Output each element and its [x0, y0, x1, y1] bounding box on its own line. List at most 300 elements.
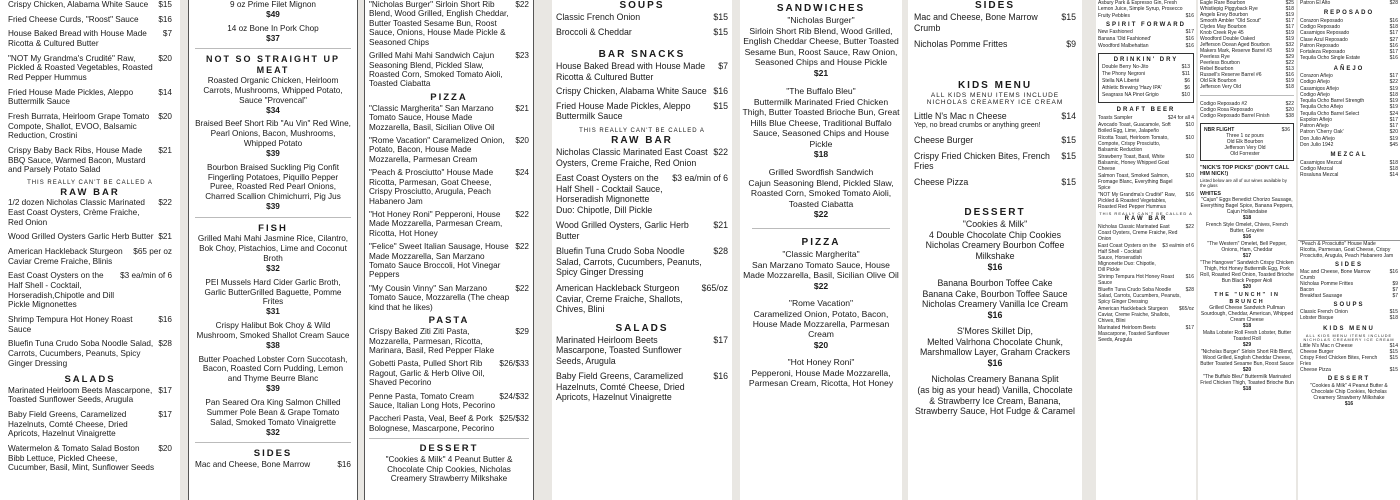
- item-price: $26/$33: [499, 359, 529, 369]
- item-name: Fresh Burrata, Heirloom Grape Tomato Compote, Shallot, EVOO, Balsamic Reduction, Crostini: [8, 112, 150, 141]
- item-name: Bourbon Braised Suckling Pig Confit Fingerling Potatoes, Piquillo Pepper Puree, Roasted Red Pearl Onions, Charred Scallion Chimichurri, Pig Jus: [205, 162, 341, 202]
- menu-item: [1098, 192, 1194, 210]
- item-price: $22: [713, 147, 728, 158]
- item-name: "The Buffalo Bleu": [786, 86, 856, 97]
- beer-title: DRAFT BEER: [1116, 107, 1176, 114]
- item-price: $29: [1242, 341, 1252, 348]
- menu-item: [195, 278, 351, 317]
- item-price: $19: [1285, 36, 1294, 42]
- item-price: $16: [713, 86, 728, 97]
- item-price: $18: [1389, 91, 1398, 98]
- item-price: $17: [158, 385, 172, 395]
- item-price: $27: [1389, 36, 1398, 43]
- item-description: Melted Valrhona Chocolate Chunk, Marshmallow Layer, Graham Crackers: [919, 336, 1071, 358]
- item-name: "Peach & Prosciutto" House Made Ricotta, Parmesan, Goat Cheese, Crispy Prosciutto, Arugula, Peach Habanero Jam: [1300, 241, 1394, 259]
- menu-item: [1200, 305, 1294, 329]
- item-price: $32: [266, 263, 280, 273]
- item-price: $9: [1066, 39, 1076, 50]
- rawbar-kicker: THIS REALLY CAN'T BE CALLED A: [27, 180, 153, 187]
- item-price: $29: [515, 327, 529, 337]
- item-price: $20: [1242, 366, 1252, 373]
- menu-item: [1300, 367, 1398, 373]
- item-name: Codigo Reposado: [1300, 24, 1341, 30]
- item-name: Double Berry No-Jito: [1102, 64, 1149, 71]
- item-price: $15: [1389, 366, 1398, 373]
- menu-item: [369, 0, 529, 47]
- item-price: $15: [1389, 348, 1398, 355]
- item-price: $9: [1392, 281, 1398, 288]
- menu-item: [556, 335, 728, 367]
- item-name: Shrimp Tempura Hot Honey Roast Sauce: [8, 315, 133, 334]
- anejo-title: AÑEJO: [1333, 65, 1365, 72]
- item-price: $18: [1242, 215, 1252, 222]
- reposado-list: [1300, 18, 1398, 62]
- item-name: Cheese Pizza: [1300, 366, 1331, 373]
- item-name: Don Julio Añejo: [1300, 135, 1335, 142]
- menu-item: [195, 355, 351, 394]
- item-price: $22: [813, 280, 829, 291]
- item-name: Rebel Bourbon: [1200, 66, 1234, 72]
- item-name: Mac and Cheese, Bone Marrow Crumb: [1300, 269, 1371, 282]
- item-price: $16: [987, 309, 1003, 320]
- item-price: $16: [337, 459, 351, 469]
- brunch2-list: [1200, 305, 1294, 392]
- item-price: $10: [1181, 92, 1190, 99]
- item-name: Athletic Brewing 'Hazy IPA': [1102, 85, 1162, 92]
- menu-item: [8, 88, 172, 107]
- dessert-title: DESSERT: [1327, 375, 1371, 382]
- item-price: $13: [1181, 64, 1190, 71]
- menu-item: [8, 247, 172, 266]
- item-price: $29: [1285, 54, 1294, 60]
- item-price: $32: [266, 427, 280, 437]
- item-price: $38: [266, 340, 280, 350]
- soups-title: SOUPS: [1333, 302, 1365, 309]
- item-price: $21: [515, 103, 529, 113]
- menu-item: [914, 12, 1076, 33]
- menu-item: [8, 29, 172, 48]
- whiskey-list: [1200, 0, 1294, 90]
- menu-item: [369, 327, 529, 355]
- item-price: $39: [266, 384, 280, 394]
- item-name: Marinated Heirloom Beets Mascarpone, Toasted Sunflower Seeds, Arugula: [1098, 324, 1170, 343]
- menu-item: [1300, 269, 1398, 281]
- item-price: $34: [266, 105, 280, 115]
- item-price: $20: [158, 444, 172, 453]
- item-name-wrap: [914, 135, 1057, 146]
- item-price: $21: [713, 220, 728, 231]
- item-name: Angels Envy Bourbon: [1200, 12, 1249, 18]
- item-price: $16: [158, 315, 172, 325]
- menu-item: [1098, 325, 1194, 343]
- item-price: $21: [813, 67, 829, 78]
- item-name: "Nicholas Burger" Sirloin Short Rib Blend, Wood Grilled, English Cheddar, Butter Toasted Sesame Bun, Roost Sauce, Onions, House Made Pickle & Seasoned Chips: [369, 0, 509, 47]
- item-price: $16: [1185, 273, 1194, 280]
- item-name: French Style Omelet, Chives, French Butter, Gruyère: [1206, 222, 1288, 235]
- kids-title: KIDS MENU: [1323, 326, 1375, 333]
- item-price: $22: [1285, 101, 1294, 107]
- item-price: $31: [266, 307, 280, 317]
- item-description: Pepperoni, House Made Mozzarella, Parmesan Cream, Ricotta, Hot Honey: [748, 367, 894, 389]
- barsnacks-list: [556, 61, 728, 122]
- menu-item: [1200, 260, 1294, 290]
- item-name: Grilled Cheese Sandwich Pullman Sourdough, Cheddar, American, Whipped Cream Cheese: [1200, 304, 1294, 323]
- item-name: Mac and Cheese, Bone Marrow Crumb: [914, 12, 1038, 33]
- sides-title: SIDES: [1334, 262, 1363, 268]
- item-name: "The Hangover" Sandwich Crispy Chicken Thigh, Hot Honey Buttermilk Egg, Pork Roll, Roasted Red Onion, Toasted Brioche Bun Black Pepper Aioli: [1200, 260, 1294, 285]
- item-name: Nicholas Pomme Frittes: [1300, 281, 1354, 288]
- menu-item: [914, 177, 1076, 188]
- item-name: Jefferson Very Old: [1200, 84, 1242, 90]
- item-price: $32: [1285, 42, 1294, 48]
- item-price: $16: [987, 261, 1003, 272]
- item-price: $18: [1389, 24, 1398, 30]
- menu-item: [195, 0, 351, 20]
- rawbar-title: RAW BAR: [611, 135, 673, 147]
- menu-item: [1098, 287, 1194, 305]
- item-name: "Cookies & Milk": [962, 219, 1028, 230]
- item-name: Peerless Rye: [1200, 54, 1230, 60]
- item-name: Roasted Organic Chicken, Heirloom Carrots, Mushrooms, Whipped Potato, Sauce "Provencal": [203, 75, 343, 105]
- item-name: Knob Creek Rye 45: [1200, 30, 1244, 36]
- menu-item: [1300, 55, 1398, 61]
- item-price: $19: [1389, 98, 1398, 104]
- menu-item: [1098, 43, 1194, 49]
- item-name: 14 oz Bone In Pork Chop: [227, 23, 319, 33]
- item-description: Sirloin Short Rib Blend, Wood Grilled, English Cheddar Cheese, Butter Toasted Sesame Bun, Roost Sauce, Raw Onion, Seasoned Chips and House Pickle: [743, 25, 899, 68]
- menu-panel-1: [0, 0, 180, 500]
- item-name: Tequila Ocho Barrel Strength: [1300, 98, 1365, 104]
- menu-item: [369, 359, 529, 387]
- item-price: $22: [515, 209, 529, 219]
- soups-list: [556, 12, 728, 37]
- item-price: $16: [1185, 13, 1194, 19]
- steaks-list: [195, 0, 351, 43]
- item-name: Asbury Park & Espresso Gin, Fresh Lemon Juice, Simple Syrup, Prosecco: [1098, 0, 1183, 12]
- item-name: Pan Seared Ora King Salmon Chilled Summer Pole Bean & Grape Tomato Salad, Smoked Tomato Vinaigrette: [205, 397, 341, 427]
- item-name: Cheese Pizza: [914, 176, 969, 187]
- kids-subtitle: ALL KIDS MENU ITEMS INCLUDE NICHOLAS CREAMERY ICE CREAM: [926, 91, 1064, 107]
- item-price: $16: [1185, 43, 1194, 50]
- item-name: Marinated Heirloom Beets Mascarpone, Toasted Sunflower Seeds, Arugula: [556, 334, 682, 366]
- appetizers-list: [8, 0, 172, 175]
- salads-title: SALADS: [615, 322, 669, 334]
- menu-panel-4: [552, 0, 732, 500]
- sides-title: SIDES: [974, 0, 1015, 11]
- item-name: Old Elk Bourbon: [1200, 78, 1237, 84]
- item-price: $24 for all 4: [1167, 114, 1194, 121]
- drink-list: [1102, 64, 1190, 98]
- item-price: $19: [1389, 85, 1398, 92]
- item-price: $25/$32: [499, 414, 529, 424]
- item-price: $13: [1285, 66, 1294, 72]
- item-price: $14: [1061, 111, 1076, 122]
- item-price: $20: [1242, 284, 1252, 291]
- kids-title: KIDS MENU: [957, 79, 1033, 91]
- item-price: $14: [1389, 342, 1398, 349]
- item-name: Strawberry Toast, Basil, White Balsamic, Honey Whipped Goat Cheese: [1098, 153, 1169, 172]
- menu-item: [8, 15, 172, 25]
- menu-item: [1200, 349, 1294, 373]
- menu-item: [742, 15, 900, 78]
- menu-item: [914, 219, 1076, 272]
- item-name: Crispy Fried Chicken Bites, French Fries: [1300, 354, 1378, 367]
- menu-item: [1098, 135, 1194, 153]
- item-price: $17: [713, 334, 728, 345]
- item-price: $65/oz: [701, 283, 728, 294]
- item-name: Banana 'Old Fashioned': [1098, 36, 1152, 43]
- item-name: Tequila Ocho Single Estate: [1300, 55, 1361, 62]
- item-name: "Nicholas Burger" Sirloin Short Rib Blend, Wood Grilled, English Cheddar Cheese, Butter Toasted Sesame Bun, Roost Sauce: [1200, 348, 1294, 367]
- dessert-list: [1300, 383, 1398, 407]
- menu-item: [8, 54, 172, 83]
- item-price: $19: [1285, 30, 1294, 36]
- item-price: $38: [1285, 113, 1294, 119]
- sandwich-list: [369, 0, 529, 89]
- item-name: "The Buffalo Bleu" Buttermilk Marinated Fried Chicken Thigh, Toasted Brioche Bun: [1200, 373, 1294, 386]
- item-price: $24: [515, 168, 529, 178]
- menu-item: [1098, 306, 1194, 324]
- rawbar-kicker: THIS REALLY CAN'T BE CALLED A: [579, 127, 705, 134]
- item-price: $15: [1061, 150, 1076, 161]
- tequila-top-list: [1300, 0, 1398, 6]
- item-name: "Nicholas Burger": [787, 15, 855, 26]
- item-name: House Baked Bread with House Made Ricotta & Cultured Butter: [556, 61, 706, 82]
- item-name: Fried Cheese Curds, "Roost" Sauce: [8, 14, 139, 24]
- item-price: $16: [1242, 234, 1252, 241]
- item-price: $10: [1185, 134, 1194, 141]
- item-name: Banana Bourbon Toffee Cake: [937, 278, 1053, 289]
- drink-title: DRINKIN' DRY: [1113, 57, 1179, 64]
- item-name: Cheese Burger: [1300, 348, 1334, 355]
- kids-list: [914, 111, 1076, 187]
- dessert-list: [914, 219, 1076, 416]
- item-price: $17: [1389, 30, 1398, 37]
- item-name: Codigo Reposado Barrel Finish: [1200, 113, 1270, 119]
- item-description: Yep, no bread crumbs or anything green!: [914, 121, 1041, 129]
- menu-item: [8, 146, 172, 175]
- menu-item: [742, 249, 900, 291]
- menu-panel-7: [1096, 0, 1196, 500]
- item-description: 4 Double Chocolate Chip Cookies Nicholas Creamery Bourbon Coffee Milkshake: [925, 229, 1065, 261]
- item-name: Corazon Reposado: [1300, 17, 1344, 24]
- item-name: Old Forrester: [1230, 151, 1260, 157]
- item-name: Whistlepig Piggyback Rye: [1200, 6, 1258, 12]
- item-price: $7: [718, 61, 728, 72]
- menu-item: [742, 86, 900, 159]
- menu-item: [1098, 243, 1194, 273]
- menu-item: [914, 111, 1076, 130]
- menu-item: [1300, 142, 1398, 148]
- menu-item: [556, 173, 728, 215]
- rawbar-list: [556, 147, 728, 315]
- item-name: Little N's Mac n Cheese: [914, 111, 1007, 122]
- menu-item: [556, 101, 728, 122]
- item-name: Casamigos Añejo: [1300, 85, 1339, 92]
- kids-list: [1300, 343, 1398, 373]
- menu-item: [1098, 154, 1194, 172]
- nbr-list: [1204, 133, 1290, 157]
- fish-title: FISH: [258, 222, 288, 234]
- item-name: Crispy Fried Chicken Bites, French Fries: [914, 150, 1050, 172]
- menu-item: [369, 136, 529, 164]
- menu-item: [195, 76, 351, 115]
- item-name: "Cookies & Milk" 4 Peanut Butter & Chocolate Chip Cookies, Nicholas Creamery Strawberry Milkshake: [1310, 382, 1388, 401]
- sides-list: [195, 460, 351, 470]
- item-price: $19: [1285, 12, 1294, 18]
- menu-item: [914, 326, 1076, 368]
- menu-item: [1102, 92, 1190, 98]
- menu-item: [8, 339, 172, 368]
- item-name: Lobster Bisque: [1300, 315, 1334, 322]
- menu-item: [1300, 172, 1398, 178]
- item-name: American Hackleback Sturgeon Caviar, Creme Fraiche, Shallots, Chives, Blini: [556, 283, 683, 315]
- item-name: Fortaleza Reposado: [1300, 49, 1346, 55]
- item-name: Watermelon & Tomato Salad Boston Bibb Lettuce, Pickled Cheese, Cucumber, Basil, Mint, Sunflower Seeds: [8, 444, 155, 473]
- item-price: $21: [158, 232, 172, 242]
- menu-item: [556, 12, 728, 23]
- item-name: Makers Mark, Reserve Barrel #3: [1200, 48, 1272, 54]
- menu-item: [1098, 173, 1194, 191]
- item-price: $19: [1389, 135, 1398, 142]
- item-name: Ricotta Toast, Heirloom Tomato, Compote, Crispy Prosciutto, Balsamic Reduction: [1098, 134, 1169, 153]
- salads-list: [8, 386, 172, 473]
- menu-item: [369, 210, 529, 238]
- nbr-price: $36: [1281, 127, 1290, 133]
- menu-item: [369, 51, 529, 89]
- item-name: "Felice" Sweet Italian Sausage, House Made Mozzarella, San Marzano Tomato Sauce Broccoli, Hot Vinegar Peppers: [369, 242, 509, 280]
- item-name: Crispy Halibut Bok Choy & Wild Mushroom, Smoked Shallot Cream Sauce: [196, 321, 350, 340]
- item-price: $22: [515, 0, 529, 9]
- rawbar-title: RAW BAR: [60, 187, 120, 199]
- item-price: $20: [813, 339, 829, 350]
- item-name: Wood Grilled Oysters Garlic Herb Butter: [8, 232, 154, 242]
- item-name: Patron Reposado: [1300, 42, 1339, 49]
- whites-title: WHITES: [1200, 190, 1221, 197]
- menu-item: [1200, 241, 1294, 259]
- item-price: $39: [266, 148, 280, 158]
- item-price: $3 ea/min of 6: [1162, 242, 1194, 249]
- item-price: $21: [158, 146, 172, 156]
- item-name: "Hot Honey Roni": [787, 357, 855, 368]
- item-name: Mac and Cheese, Bone Marrow: [195, 459, 311, 469]
- menu-item: [1098, 115, 1194, 121]
- item-price: $18: [1389, 159, 1398, 166]
- item-name: Clase Azul Reposado: [1300, 36, 1348, 43]
- item-price: $22: [158, 198, 172, 208]
- item-name: Woodford Double Oaked: [1200, 36, 1255, 42]
- item-name: Jefferson Very Old: [1224, 145, 1266, 151]
- picks-title: "NICK'S TOP PICKS" (DON'T CALL HIM NICK!): [1200, 165, 1290, 178]
- item-price: $14: [1389, 172, 1398, 178]
- item-name: Espolon Añejo: [1300, 116, 1332, 123]
- menu-item: [195, 163, 351, 212]
- item-price: $20: [515, 135, 529, 145]
- item-price: $18: [1389, 315, 1398, 322]
- item-name-wrap: [914, 177, 1057, 188]
- item-name: Clydes May Bourbon: [1200, 24, 1247, 30]
- item-name: Shrimp Tempura Hot Honey Roast Sauce: [1098, 273, 1175, 286]
- item-price: $16: [1389, 42, 1398, 49]
- item-name-wrap: [914, 151, 1057, 172]
- item-name: Casamigos Mezcal: [1300, 159, 1343, 166]
- item-price: $24: [1389, 110, 1398, 117]
- menu-item: [556, 147, 728, 168]
- menu-item: [8, 386, 172, 405]
- item-price: $18: [1285, 6, 1294, 12]
- item-name: Classic French Onion: [1300, 309, 1348, 316]
- item-price: $17: [1185, 29, 1194, 36]
- menu-item: [195, 398, 351, 437]
- item-price: $15: [713, 12, 728, 22]
- item-price: $10: [1185, 121, 1194, 128]
- item-price: $19: [1285, 48, 1294, 54]
- item-name: Seagrass NA Pinot Grigio: [1102, 92, 1159, 99]
- pizza-list: [369, 104, 529, 312]
- item-name: Nicholas Classic Marinated East Coast Oysters, Creme Fraiche, Red Onion: [1098, 223, 1178, 242]
- item-name: East Coast Oysters on the Half Shell - Cocktail Sauce, Horseradish Mignonette Duo: Chipotle, Dill Pickle: [556, 173, 663, 215]
- menu-item: [195, 234, 351, 273]
- menu-item: [8, 232, 172, 242]
- sandwiches-list: [742, 15, 900, 220]
- item-price: $15: [158, 0, 172, 9]
- item-price: $16: [713, 371, 728, 382]
- item-price: $17: [1389, 49, 1398, 55]
- picks-subtitle: Listed below are all of our wines available by the glass: [1200, 177, 1287, 189]
- item-name: Don Julio 1942: [1300, 141, 1334, 148]
- item-price: $20: [158, 112, 172, 122]
- item-price: $15: [1389, 354, 1398, 361]
- item-name: Casamigos Reposado: [1300, 30, 1350, 37]
- item-name: American Hackleback Sturgeon Caviar Creme Fraiche, Blinis: [8, 247, 123, 266]
- rawbar-title: RAW BAR: [1124, 216, 1168, 223]
- nbr-title: NBR FLIGHT: [1204, 127, 1235, 133]
- item-name: Breakfast Sausage: [1300, 293, 1343, 300]
- item-name: Classic French Onion: [556, 12, 641, 22]
- item-name: Stella NA Liberté: [1102, 78, 1140, 85]
- menu-item: [1300, 293, 1398, 299]
- item-name: Bluefin Tuna Crudo Soba Noodle Salad, Carrots, Cucumbers, Peanuts, Spicy Ginger Dressing: [1098, 286, 1181, 305]
- menu-item: [914, 39, 1076, 50]
- item-name: East Coast Oysters on the Half Shell - Cocktail, Horseradish,Chipotle and Dill Pickle Mignonettes: [8, 271, 115, 310]
- cocktails-list: [1098, 0, 1194, 19]
- menu-item: [556, 246, 728, 278]
- menu-item: [369, 455, 529, 483]
- brunch-title: THE "UNCH" IN BRUNCH: [1214, 292, 1280, 305]
- item-name: PEI Mussels Hard Cider Garlic Broth, Garlic ButterGrilled Baguette, Pomme Frites: [204, 277, 342, 307]
- item-price: $15: [713, 26, 728, 37]
- item-name: Wood Grilled Oysters, Garlic Herb Butter: [556, 220, 689, 241]
- item-name: Bluefin Tuna Crudo Soba Noodle Salad, Carrots, Cucumbers, Peanuts, Spicy Ginger Dressing: [8, 339, 154, 368]
- tequila-list: [1200, 101, 1294, 119]
- item-price: $25: [1285, 0, 1294, 6]
- item-name: "Cajun" Eggs Benedict Chorizo Sausage, Everything Bagel Spice, Banana Peppers, Cajun Hollandaise: [1200, 197, 1294, 216]
- item-price: $37: [266, 33, 280, 43]
- item-name: New Fashioned: [1098, 29, 1133, 36]
- meat-title: NOT SO STRAIGHT UP MEAT: [205, 54, 340, 76]
- menu-item: [1098, 224, 1194, 242]
- item-price: $24/$32: [499, 391, 529, 401]
- item-name: Avocado Toast, Guacamole, Soft Boiled Egg, Lime, Jalapeño: [1098, 121, 1171, 134]
- item-price: $16: [1285, 72, 1294, 78]
- item-price: $18: [1242, 385, 1252, 392]
- item-price: $22: [1285, 60, 1294, 66]
- item-name: Eagle Rare Bourbon: [1200, 0, 1246, 6]
- menu-item: [8, 112, 172, 141]
- item-price: $7: [1392, 287, 1398, 294]
- item-price: $17: [1285, 18, 1294, 24]
- menu-item: [1098, 0, 1194, 12]
